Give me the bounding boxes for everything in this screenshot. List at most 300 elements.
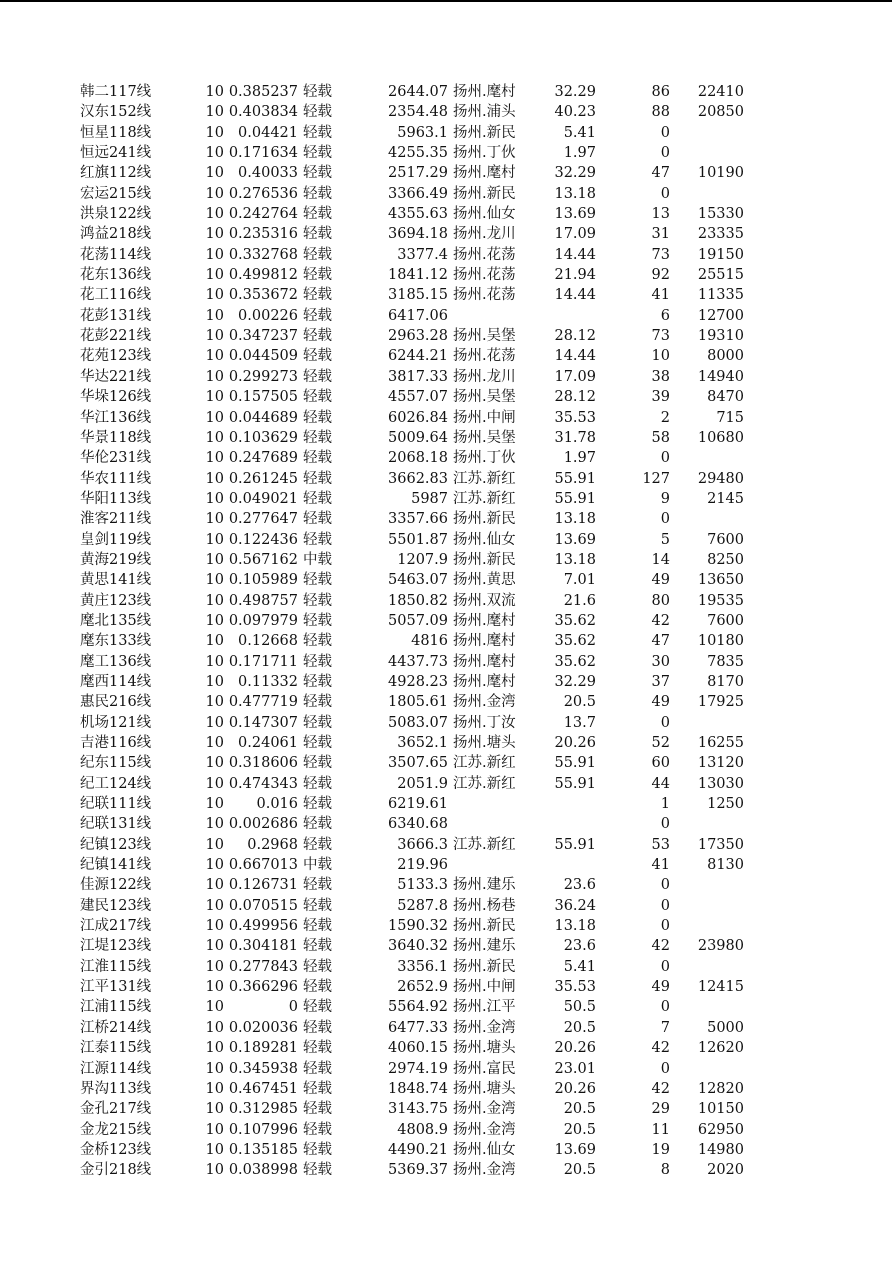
distance-cell: 13.18 [554,551,596,568]
load-rate-cell: 0.467451 [228,1080,298,1097]
load-rate-cell: 0.189281 [228,1040,298,1057]
load-rate-cell: 0.242764 [228,206,298,223]
distance-cell: 35.62 [554,633,596,650]
distance-cell: 14.44 [554,287,596,304]
count-cell: 0 [660,1060,670,1077]
table-row [0,1140,892,1160]
load-rate-cell: 0.044509 [228,348,298,365]
table-row [0,102,892,122]
line-name-cell: 纪镇141线 [80,857,152,874]
substation-cell: 扬州.麾村 [453,612,516,629]
line-name-cell: 黄海219线 [80,551,152,568]
value-cell: 5009.64 [388,429,448,446]
distance-cell: 20.5 [563,694,596,711]
load-status-cell: 轻载 [303,1121,332,1138]
substation-cell: 江苏.新红 [453,490,516,507]
table-row [0,753,892,773]
line-name-cell: 惠民216线 [80,694,152,711]
substation-cell: 扬州.花荡 [453,287,516,304]
value-cell: 3694.18 [388,226,448,243]
load-status-cell: 轻载 [303,735,332,751]
count-cell: 53 [651,836,670,853]
voltage-cell: 10 [205,226,224,243]
table-row [0,285,892,305]
value-cell: 2652.9 [397,979,448,996]
capacity-cell: 2020 [707,1162,744,1179]
load-rate-cell: 0.304181 [228,938,298,955]
voltage-cell: 10 [205,979,224,996]
table-row [0,814,892,834]
load-status-cell: 轻载 [303,755,332,772]
voltage-cell: 10 [205,653,224,670]
capacity-cell: 10680 [697,429,744,446]
line-name-cell: 麾西114线 [80,673,152,690]
voltage-cell: 10 [205,551,224,568]
line-name-cell: 江成217线 [80,918,152,935]
substation-cell: 扬州.花荡 [453,348,516,365]
load-status-cell: 轻载 [303,633,332,650]
load-rate-cell: 0.247689 [228,450,298,467]
substation-cell: 扬州.金湾 [453,1101,516,1118]
substation-cell: 扬州.仙女 [453,1141,516,1158]
distance-cell: 20.26 [554,1040,596,1057]
load-status-cell: 轻载 [303,531,332,548]
count-cell: 49 [651,572,670,589]
load-status-cell: 轻载 [303,572,332,589]
distance-cell: 20.5 [563,1162,596,1179]
substation-cell: 扬州.建乐 [453,938,516,955]
distance-cell: 28.12 [554,328,596,345]
substation-cell: 扬州.丁汝 [453,714,516,731]
table-row [0,265,892,285]
load-status-cell: 轻载 [303,918,332,935]
page-top-border [0,0,892,2]
count-cell: 44 [651,775,670,792]
load-rate-cell: 0.366296 [228,979,298,996]
value-cell: 3666.3 [397,836,448,853]
table-row [0,306,892,326]
table-row [0,408,892,428]
distance-cell: 55.91 [554,755,596,772]
substation-cell: 扬州.建乐 [453,877,516,894]
table-row [0,591,892,611]
capacity-cell: 10190 [697,165,744,182]
count-cell: 49 [651,979,670,996]
capacity-cell: 12700 [697,307,744,324]
table-row [0,631,892,651]
substation-cell: 扬州.新民 [453,185,516,202]
line-name-cell: 纪联131线 [80,816,152,833]
value-cell: 4437.73 [388,653,448,670]
capacity-cell: 12620 [697,1040,744,1057]
load-status-cell: 轻载 [303,348,332,365]
count-cell: 42 [651,1040,670,1057]
substation-cell: 扬州.花荡 [453,246,516,263]
count-cell: 88 [651,104,670,121]
distance-cell: 55.91 [554,470,596,487]
line-name-cell: 恒星118线 [80,124,152,141]
load-rate-cell: 0.477719 [228,694,298,711]
value-cell: 3356.1 [397,958,448,975]
count-cell: 0 [660,999,670,1016]
value-cell: 2963.28 [388,328,448,345]
table-row [0,224,892,244]
load-rate-cell: 0.12668 [238,633,298,650]
distance-cell: 20.5 [563,1019,596,1036]
distance-cell: 20.26 [554,1080,596,1097]
value-cell: 3366.49 [388,185,448,202]
line-name-cell: 金引218线 [80,1162,152,1179]
voltage-cell: 10 [205,612,224,629]
substation-cell: 扬州.新民 [453,918,516,935]
line-name-cell: 花工116线 [80,287,152,304]
distance-cell: 23.6 [563,938,596,955]
line-name-cell: 花苑123线 [80,348,152,365]
load-rate-cell: 0.103629 [228,429,298,446]
capacity-cell: 19310 [697,328,744,345]
table-row [0,835,892,855]
value-cell: 1590.32 [388,918,448,935]
value-cell: 5287.8 [397,897,448,914]
load-status-cell: 轻载 [303,287,332,304]
load-rate-cell: 0.499812 [228,267,298,284]
value-cell: 4557.07 [388,389,448,406]
load-status-cell: 轻载 [303,389,332,406]
substation-cell: 扬州.富民 [453,1060,516,1077]
table-row [0,957,892,977]
capacity-cell: 10150 [697,1101,744,1118]
line-name-cell: 江平131线 [80,979,152,996]
distance-cell: 13.69 [554,531,596,548]
load-rate-cell: 0.277843 [228,958,298,975]
load-status-cell: 轻载 [303,470,332,487]
line-name-cell: 佳源122线 [80,877,152,894]
count-cell: 49 [651,694,670,711]
distance-cell: 55.91 [554,836,596,853]
load-status-cell: 轻载 [303,1019,332,1036]
capacity-cell: 13030 [697,775,744,792]
voltage-cell: 10 [205,775,224,792]
substation-cell: 扬州.江平 [453,999,516,1016]
value-cell: 5963.1 [397,124,448,141]
table-row [0,692,892,712]
voltage-cell: 10 [205,531,224,548]
table-row [0,326,892,346]
capacity-cell: 29480 [697,470,744,487]
line-name-cell: 花荡114线 [80,246,152,263]
value-cell: 3377.4 [397,246,448,263]
table-row [0,570,892,590]
load-rate-cell: 0.00226 [238,307,298,324]
count-cell: 11 [651,1121,670,1138]
load-status-cell: 轻载 [303,1080,332,1097]
value-cell: 5133.3 [397,877,448,894]
load-status-cell: 轻载 [303,714,332,731]
load-status-cell: 轻载 [303,145,332,162]
value-cell: 2974.19 [388,1060,448,1077]
count-cell: 38 [651,368,670,385]
value-cell: 3662.83 [388,470,448,487]
count-cell: 52 [651,735,670,751]
distance-cell: 32.29 [554,84,596,100]
voltage-cell: 10 [205,1060,224,1077]
line-name-cell: 江源114线 [80,1060,152,1077]
value-cell: 5057.09 [388,612,448,629]
voltage-cell: 10 [205,1040,224,1057]
table-row [0,1120,892,1140]
voltage-cell: 10 [205,592,224,609]
table-row [0,1038,892,1058]
voltage-cell: 10 [205,633,224,650]
voltage-cell: 10 [205,1101,224,1118]
capacity-cell: 11335 [697,287,744,304]
value-cell: 4816 [411,633,448,650]
load-rate-cell: 0.171634 [228,145,298,162]
voltage-cell: 10 [205,104,224,121]
count-cell: 92 [651,267,670,284]
load-status-cell: 轻载 [303,653,332,670]
count-cell: 1 [660,796,670,813]
count-cell: 14 [651,551,670,568]
line-name-cell: 华垛126线 [80,389,152,406]
load-status-cell: 轻载 [303,1141,332,1158]
load-status-cell: 轻载 [303,267,332,284]
load-status-cell: 中载 [303,551,332,568]
load-status-cell: 轻载 [303,938,332,955]
value-cell: 4490.21 [388,1141,448,1158]
value-cell: 5369.37 [388,1162,448,1179]
load-rate-cell: 0.277647 [228,511,298,528]
voltage-cell: 10 [205,1080,224,1097]
capacity-cell: 19535 [697,592,744,609]
load-status-cell: 轻载 [303,897,332,914]
load-status-cell: 轻载 [303,958,332,975]
voltage-cell: 10 [205,368,224,385]
distance-cell: 1.97 [563,145,596,162]
count-cell: 13 [651,206,670,223]
capacity-cell: 2145 [707,490,744,507]
capacity-cell: 1250 [707,796,744,813]
value-cell: 4808.9 [397,1121,448,1138]
line-name-cell: 界沟113线 [80,1080,152,1097]
line-name-cell: 麾工136线 [80,653,152,670]
voltage-cell: 10 [205,267,224,284]
load-rate-cell: 0.474343 [228,775,298,792]
substation-cell: 扬州.龙川 [453,226,516,243]
line-name-cell: 麾北135线 [80,612,152,629]
substation-cell: 江苏.新红 [453,470,516,487]
voltage-cell: 10 [205,1019,224,1036]
load-status-cell: 轻载 [303,877,332,894]
voltage-cell: 10 [205,796,224,813]
line-name-cell: 黄思141线 [80,572,152,589]
count-cell: 7 [660,1019,670,1036]
count-cell: 39 [651,389,670,406]
load-rate-cell: 0.347237 [228,328,298,345]
table-row [0,367,892,387]
table-row [0,1018,892,1038]
table-row [0,1160,892,1180]
distance-cell: 35.53 [554,979,596,996]
capacity-cell: 16255 [697,735,744,751]
capacity-cell: 17350 [697,836,744,853]
substation-cell: 扬州.金湾 [453,1121,516,1138]
load-status-cell: 轻载 [303,1101,332,1118]
load-rate-cell: 0.157505 [228,389,298,406]
table-row [0,1099,892,1119]
distance-cell: 20.26 [554,735,596,751]
load-status-cell: 轻载 [303,185,332,202]
distance-cell: 23.6 [563,877,596,894]
load-rate-cell: 0.312985 [228,1101,298,1118]
line-name-cell: 吉港116线 [80,735,152,751]
substation-cell: 扬州.黄思 [453,572,516,589]
distance-cell: 5.41 [563,958,596,975]
count-cell: 0 [660,185,670,202]
line-name-cell: 纪东115线 [80,755,152,772]
distance-cell: 13.69 [554,206,596,223]
count-cell: 19 [651,1141,670,1158]
count-cell: 47 [651,633,670,650]
count-cell: 127 [642,470,670,487]
capacity-cell: 19150 [697,246,744,263]
voltage-cell: 10 [205,1141,224,1158]
load-rate-cell: 0.11332 [238,673,298,690]
capacity-cell: 12820 [697,1080,744,1097]
capacity-cell: 15330 [697,206,744,223]
line-name-cell: 恒远241线 [80,145,152,162]
voltage-cell: 10 [205,124,224,141]
distance-cell: 17.09 [554,368,596,385]
value-cell: 219.96 [397,857,448,874]
substation-cell: 扬州.麾村 [453,653,516,670]
load-rate-cell: 0.667013 [228,857,298,874]
line-name-cell: 华农111线 [80,470,152,487]
voltage-cell: 10 [205,389,224,406]
distance-cell: 14.44 [554,246,596,263]
load-rate-cell: 0.299273 [228,368,298,385]
voltage-cell: 10 [205,470,224,487]
voltage-cell: 10 [205,490,224,507]
count-cell: 73 [651,328,670,345]
table-row [0,936,892,956]
distance-cell: 50.5 [563,999,596,1016]
substation-cell: 扬州.丁伙 [453,450,516,467]
value-cell: 5564.92 [388,999,448,1016]
line-name-cell: 纪镇123线 [80,836,152,853]
substation-cell: 扬州.仙女 [453,531,516,548]
substation-cell: 扬州.麾村 [453,633,516,650]
count-cell: 0 [660,897,670,914]
voltage-cell: 10 [205,511,224,528]
capacity-cell: 13650 [697,572,744,589]
substation-cell: 扬州.中闸 [453,979,516,996]
count-cell: 2 [660,409,670,426]
line-name-cell: 华达221线 [80,368,152,385]
count-cell: 80 [651,592,670,609]
substation-cell: 江苏.新红 [453,836,516,853]
voltage-cell: 10 [205,735,224,751]
value-cell: 3640.32 [388,938,448,955]
substation-cell: 扬州.金湾 [453,1019,516,1036]
voltage-cell: 10 [205,999,224,1016]
count-cell: 42 [651,612,670,629]
value-cell: 3507.65 [388,755,448,772]
distance-cell: 17.09 [554,226,596,243]
table-row [0,550,892,570]
table-row [0,875,892,895]
count-cell: 41 [651,287,670,304]
value-cell: 1850.82 [388,592,448,609]
voltage-cell: 10 [205,165,224,182]
count-cell: 47 [651,165,670,182]
line-name-cell: 华伦231线 [80,450,152,467]
capacity-cell: 8000 [707,348,744,365]
load-rate-cell: 0.122436 [228,531,298,548]
voltage-cell: 10 [205,328,224,345]
load-rate-cell: 0.40033 [238,165,298,182]
load-status-cell: 轻载 [303,612,332,629]
value-cell: 6340.68 [388,816,448,833]
count-cell: 30 [651,653,670,670]
voltage-cell: 10 [205,450,224,467]
capacity-cell: 10180 [697,633,744,650]
line-name-cell: 机场121线 [80,714,152,731]
feeder-line-table [0,82,892,1181]
table-row [0,977,892,997]
distance-cell: 5.41 [563,124,596,141]
table-row [0,387,892,407]
distance-cell: 13.69 [554,1141,596,1158]
capacity-cell: 17925 [697,694,744,711]
capacity-cell: 23980 [697,938,744,955]
table-row [0,855,892,875]
load-status-cell: 轻载 [303,165,332,182]
load-status-cell: 轻载 [303,796,332,813]
load-status-cell: 轻载 [303,368,332,385]
count-cell: 10 [651,348,670,365]
distance-cell: 14.44 [554,348,596,365]
voltage-cell: 10 [205,755,224,772]
load-rate-cell: 0.070515 [228,897,298,914]
load-rate-cell: 0.126731 [228,877,298,894]
count-cell: 37 [651,673,670,690]
value-cell: 1805.61 [388,694,448,711]
count-cell: 0 [660,816,670,833]
voltage-cell: 10 [205,673,224,690]
table-row [0,163,892,183]
voltage-cell: 10 [205,307,224,324]
table-row [0,794,892,814]
table-row [0,774,892,794]
capacity-cell: 14980 [697,1141,744,1158]
load-rate-cell: 0.499956 [228,918,298,935]
voltage-cell: 10 [205,857,224,874]
substation-cell: 扬州.新民 [453,124,516,141]
voltage-cell: 10 [205,1162,224,1179]
count-cell: 9 [660,490,670,507]
load-rate-cell: 0.135185 [228,1141,298,1158]
distance-cell: 40.23 [554,104,596,121]
distance-cell: 21.94 [554,267,596,284]
value-cell: 5501.87 [388,531,448,548]
value-cell: 2068.18 [388,450,448,467]
line-name-cell: 纪工124线 [80,775,152,792]
distance-cell: 20.5 [563,1121,596,1138]
line-name-cell: 华阳113线 [80,490,152,507]
load-status-cell: 轻载 [303,816,332,833]
load-rate-cell: 0.353672 [228,287,298,304]
